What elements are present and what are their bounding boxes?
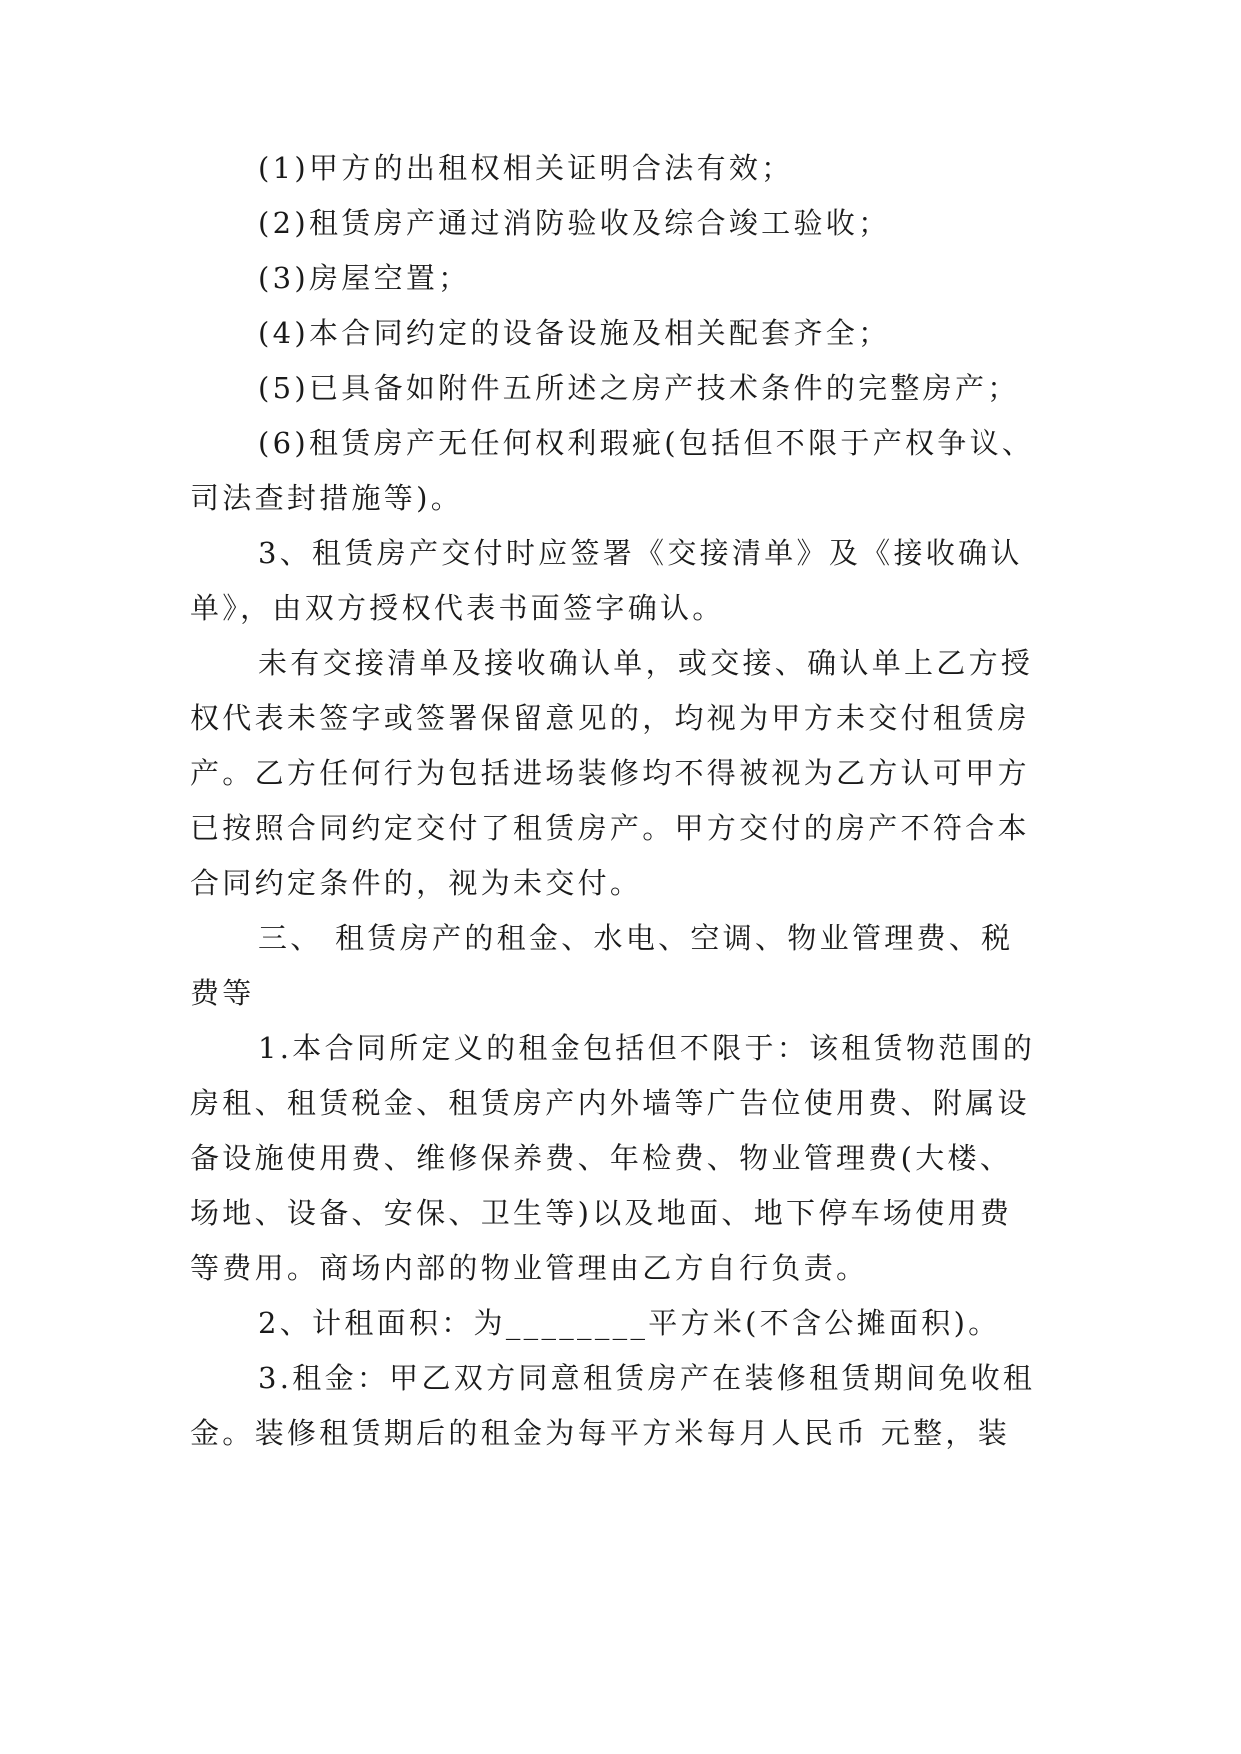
clause-2-item-2: (2)租赁房产通过消防验收及综合竣工验收； (258, 206, 891, 240)
rent-definition-line-4: 场地、设备、安保、卫生等)以及地面、地下停车场使用费 (190, 1196, 1013, 1230)
rent-clause: 3.租金：甲乙双方同意租赁房产在装修租赁期间免收租 (258, 1361, 1036, 1395)
rent-definition-line-5: 等费用。商场内部的物业管理由乙方自行负责。 (190, 1251, 869, 1285)
clause-2-item-4: (4)本合同约定的设备设施及相关配套齐全； (258, 316, 891, 350)
section-3-heading-cont: 费等 (190, 976, 255, 1010)
clause-2-item-1: (1)甲方的出租权相关证明合法有效； (258, 151, 794, 185)
delivery-paragraph-line-4: 已按照合同约定交付了租赁房产。甲方交付的房产不符合本 (190, 811, 1030, 845)
rent-clause-cont: 金。装修租赁期后的租金为每平方米每月人民币 元整，装 (190, 1416, 1011, 1450)
clause-2-item-5: (5)已具备如附件五所述之房产技术条件的完整房产； (258, 371, 1020, 405)
clause-3-paragraph: 3、租赁房产交付时应签署《交接清单》及《接收确认 (258, 536, 1023, 570)
delivery-paragraph-line-2: 权代表未签字或签署保留意见的，均视为甲方未交付租赁房 (190, 701, 1030, 735)
delivery-paragraph-line-3: 产。乙方任何行为包括进场装修均不得被视为乙方认可甲方 (190, 756, 1030, 790)
clause-3-paragraph-cont: 单》，由双方授权代表书面签字确认。 (190, 591, 725, 625)
delivery-paragraph-line-5: 合同约定条件的，视为未交付。 (190, 866, 643, 900)
rent-definition-paragraph: 1.本合同所定义的租金包括但不限于：该租赁物范围的 (258, 1031, 1036, 1065)
rental-area-clause: 2、计租面积：为________平方米(不含公摊面积)。 (258, 1306, 1001, 1340)
clause-2-item-6: (6)租赁房产无任何权利瑕疵(包括但不限于产权争议、 (258, 426, 1035, 460)
rent-definition-line-3: 备设施使用费、维修保养费、年检费、物业管理费(大楼、 (190, 1141, 1013, 1175)
delivery-paragraph: 未有交接清单及接收确认单，或交接、确认单上乙方授 (258, 646, 1034, 680)
section-3-heading: 三、 租赁房产的租金、水电、空调、物业管理费、税 (258, 921, 1014, 955)
clause-2-item-3: (3)房屋空置； (258, 261, 471, 295)
clause-2-item-6-cont: 司法查封措施等)。 (190, 481, 464, 515)
rent-definition-line-2: 房租、租赁税金、租赁房产内外墙等广告位使用费、附属设 (190, 1086, 1030, 1120)
